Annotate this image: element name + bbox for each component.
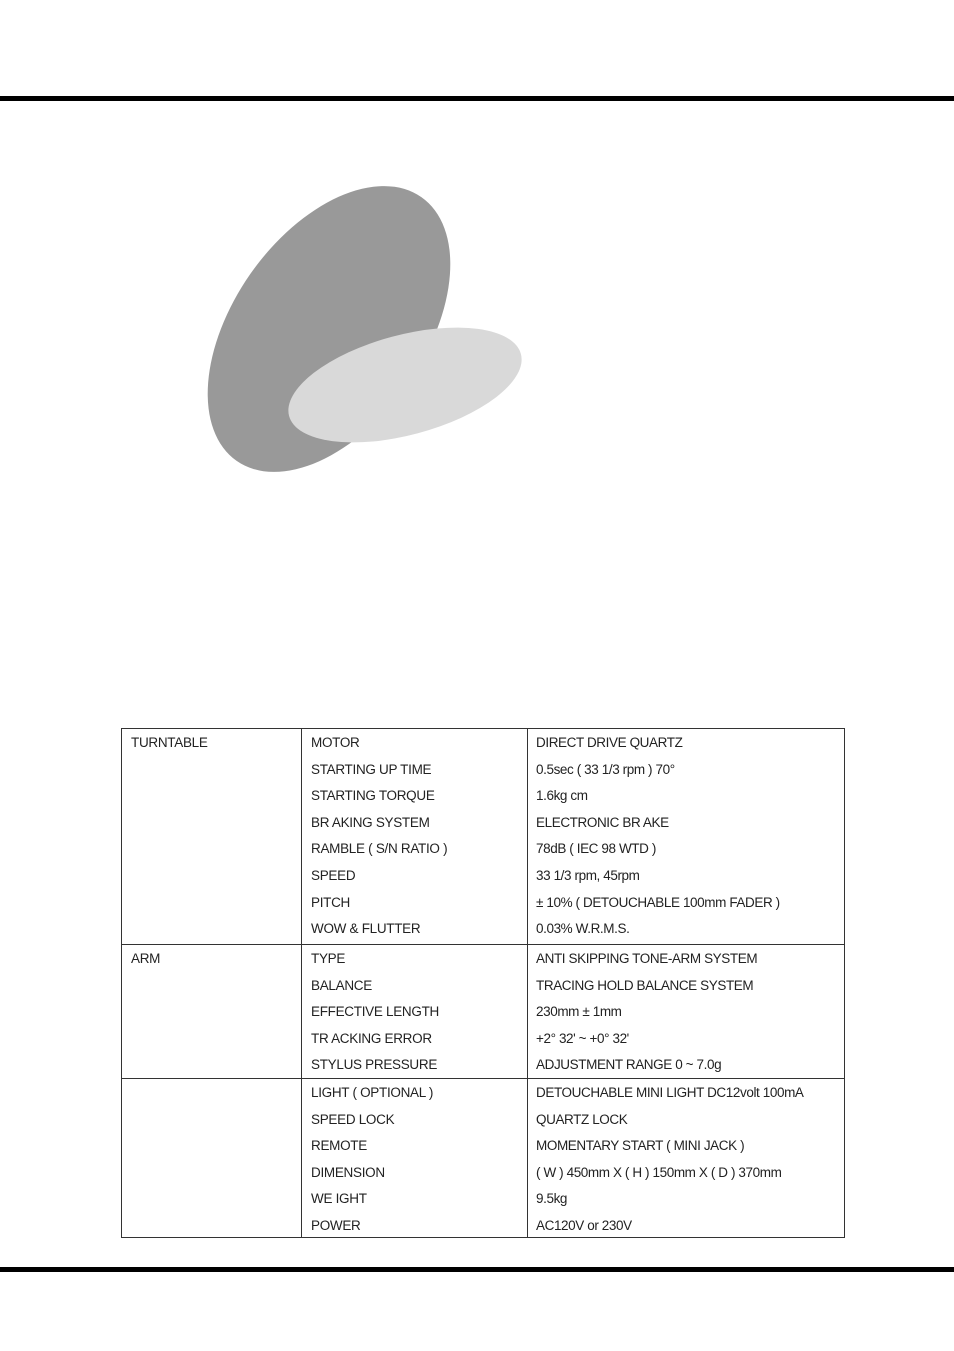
table-row bbox=[122, 998, 844, 1025]
two-overlapping-ellipses-logo bbox=[0, 0, 954, 520]
table-row bbox=[122, 945, 844, 972]
spec-group-other bbox=[122, 1079, 844, 1237]
spec-name: EFFECTIVE LENGTH bbox=[311, 1004, 439, 1020]
specifications-table bbox=[121, 728, 845, 1238]
spec-value: 78dB ( IEC 98 WTD ) bbox=[536, 841, 656, 857]
table-row bbox=[122, 809, 844, 836]
spec-value: 1.6kg cm bbox=[536, 788, 588, 804]
spec-name: POWER bbox=[311, 1218, 361, 1233]
spec-value: ELECTRONIC BR AKE bbox=[536, 814, 669, 830]
spec-value: AC120V or 230V bbox=[536, 1218, 632, 1233]
spec-name: PITCH bbox=[311, 894, 351, 910]
spec-value: 9.5kg bbox=[536, 1191, 568, 1207]
spec-name: TYPE bbox=[311, 951, 346, 966]
table-row bbox=[122, 1051, 844, 1078]
spec-value: MOMENTARY START ( MINI JACK ) bbox=[536, 1138, 745, 1154]
spec-name: SPEED LOCK bbox=[311, 1111, 395, 1127]
spec-name: STARTING TORQUE bbox=[311, 788, 435, 804]
table-row bbox=[122, 756, 844, 783]
spec-name: BALANCE bbox=[311, 977, 372, 993]
table-row bbox=[122, 915, 844, 942]
spec-name: TR ACKING ERROR bbox=[311, 1030, 432, 1046]
spec-name: STARTING UP TIME bbox=[311, 761, 432, 777]
spec-value: DIRECT DRIVE QUARTZ bbox=[536, 735, 683, 750]
spec-value: ( W ) 450mm X ( H ) 150mm X ( D ) 370mm bbox=[536, 1164, 782, 1180]
bottom-rule bbox=[0, 1267, 954, 1272]
spec-value: 0.5sec ( 33 1/3 rpm ) 70° bbox=[536, 761, 675, 777]
spec-name: MOTOR bbox=[311, 735, 360, 750]
spec-value: QUARTZ LOCK bbox=[536, 1111, 628, 1127]
table-row bbox=[122, 835, 844, 862]
spec-name: LIGHT ( OPTIONAL ) bbox=[311, 1085, 434, 1100]
table-row bbox=[122, 972, 844, 999]
table-row bbox=[122, 1212, 844, 1239]
spec-name: WOW & FLUTTER bbox=[311, 921, 421, 937]
spec-name: DIMENSION bbox=[311, 1164, 385, 1180]
table-row bbox=[122, 1025, 844, 1052]
spec-name: RAMBLE ( S/N RATIO ) bbox=[311, 841, 448, 857]
spec-name: STYLUS PRESSURE bbox=[311, 1057, 438, 1073]
table-row bbox=[122, 1132, 844, 1159]
spec-value: 0.03% W.R.M.S. bbox=[536, 921, 630, 937]
spec-name: REMOTE bbox=[311, 1138, 367, 1154]
table-row bbox=[122, 1106, 844, 1133]
spec-value: ADJUSTMENT RANGE 0 ~ 7.0g bbox=[536, 1057, 722, 1073]
table-row bbox=[122, 1185, 844, 1212]
table-row bbox=[122, 862, 844, 889]
spec-name: BR AKING SYSTEM bbox=[311, 814, 430, 830]
table-row bbox=[122, 1079, 844, 1106]
spec-group-arm bbox=[122, 945, 844, 1079]
table-row bbox=[122, 1159, 844, 1186]
spec-value: DETOUCHABLE MINI LIGHT DC12volt 100mA bbox=[536, 1085, 804, 1100]
spec-value: +2° 32' ~ +0° 32' bbox=[536, 1030, 629, 1046]
spec-name: SPEED bbox=[311, 868, 356, 883]
category-label: ARM bbox=[131, 951, 161, 966]
table-row bbox=[122, 782, 844, 809]
spec-value: TRACING HOLD BALANCE SYSTEM bbox=[536, 977, 754, 993]
spec-value: 230mm ± 1mm bbox=[536, 1004, 622, 1020]
spec-value: 33 1/3 rpm, 45rpm bbox=[536, 868, 640, 883]
table-row bbox=[122, 889, 844, 916]
spec-value: ± 10% ( DETOUCHABLE 100mm FADER ) bbox=[536, 894, 780, 910]
category-label: TURNTABLE bbox=[131, 735, 208, 750]
spec-name: WE IGHT bbox=[311, 1191, 367, 1207]
spec-group-turntable bbox=[122, 729, 844, 945]
spec-value: ANTI SKIPPING TONE-ARM SYSTEM bbox=[536, 951, 758, 966]
table-row bbox=[122, 729, 844, 756]
